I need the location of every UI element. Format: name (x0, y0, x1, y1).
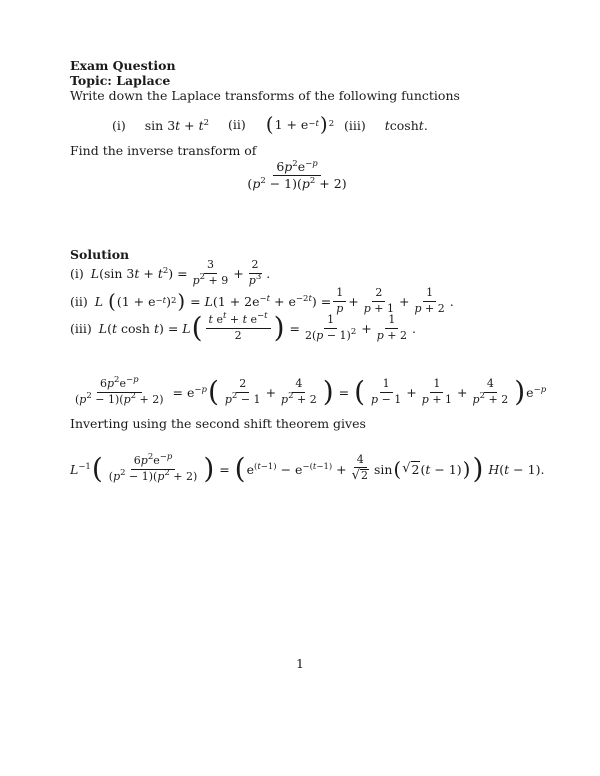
question-label-iii: (iii) (344, 117, 366, 133)
solution-line-ii: (ii) L ( (1 + e −t ) 2 ) = $L(1 + 2e^{-t} + e^{-2t})$ = $\frac{1}{p}$ + $\frac{2}{p + 1}$ + $\frac{1}{p + 2}$ . (70, 285, 454, 315)
second-shift-text: Inverting using the second shift theorem gives (70, 416, 366, 431)
page-number: 1 (296, 656, 304, 671)
question-label-i: (i) (112, 117, 126, 133)
question-expr-ii: ( 1 + e −t ) 2 (265, 112, 335, 136)
question-item-i (112, 112, 209, 138)
question-item-iii (344, 112, 428, 138)
final-result-line: $L^{-1}$ ( $\frac{6p^2e^{-p}}{(p^2 - 1)(p^2 + 2)}$ ) = ( $e^{(t-1)} - e^{-(t-1)}$ + 4 √ 2 sin ( √ 2 (t − 1) ) ) H(t − 1). (70, 451, 545, 485)
solution-line-i: (i) L(sin $3t + t^2$) = $\frac{3}{p^2 + 9}$ + $\frac{2}{p^3}$ . (70, 257, 271, 287)
solution-line-iii: (iii) L(t cosh t) = L ( $\frac{t e^t + t e^{-t}}{2}$ ) = $\frac{1}{2(p - 1)^2}$ + $\frac{1}{p + 2}$ . (70, 310, 416, 344)
solution-label-i: (i) (70, 265, 84, 281)
question-expr-i: $\sin 3t + t^2$ (144, 117, 210, 133)
inverse-target-expr: $\frac{6p^2e^{-p}}{(p^2 - 1)(p^2 + 2)}$ (247, 159, 347, 192)
solution-heading: Solution (70, 247, 130, 262)
solution-label-ii: (ii) (70, 293, 88, 309)
instruction-text: Write down the Laplace transforms of the following functions (70, 88, 460, 103)
solution-label-iii: (iii) (70, 320, 92, 336)
inverse-prompt: Find the inverse transform of (70, 143, 257, 158)
question-label-ii: (ii) (228, 116, 246, 132)
topic-line: Topic: Laplace (70, 73, 171, 88)
exam-title: Exam Question (70, 58, 176, 73)
partial-fraction-line: $\frac{6p^2e^{-p}}{(p^2 - 1)(p^2 + 2)}$ = $e^{-p}$ ( $\frac{2}{p^2 - 1}$ + $\frac{4}{p^2 + 2}$ ) = ( $\frac{1}{p - 1}$ + $\frac{1}{p + 1}$ + $\frac{4}{p^2 + 2}$ ) $e^{-p}$ (75, 374, 547, 408)
question-expr-iii: tcosht. (384, 117, 428, 133)
question-item-ii (228, 109, 334, 139)
